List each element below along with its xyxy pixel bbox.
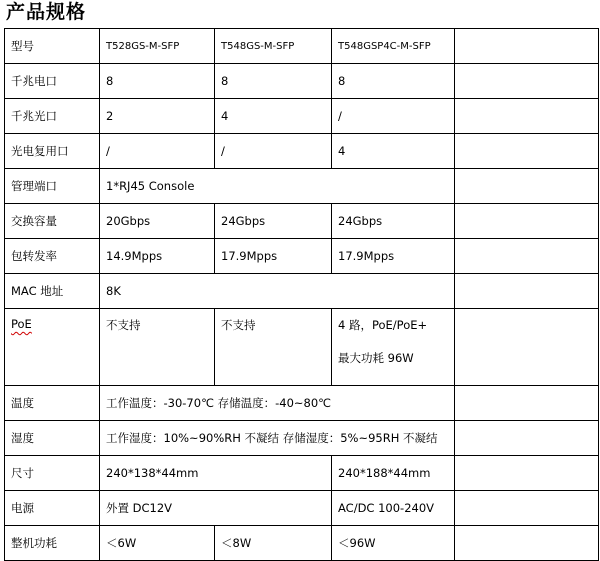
table-row-mgmt <box>5 169 599 204</box>
empty-cell <box>455 169 599 204</box>
value-cell: 8 <box>332 64 455 99</box>
value-cell: AC/DC 100-240V <box>332 491 455 526</box>
spec-table <box>4 28 599 561</box>
value-cell: 8 <box>215 64 332 99</box>
row-label: 千兆电口 <box>5 64 100 99</box>
row-label: 交换容量 <box>5 204 100 239</box>
table-row-ge-fiber <box>5 99 599 134</box>
value-cell: / <box>215 134 332 169</box>
empty-cell <box>455 386 599 421</box>
row-label: 尺寸 <box>5 456 100 491</box>
row-label <box>5 309 100 386</box>
table-row-switching <box>5 204 599 239</box>
value-cell: 不支持 <box>215 309 332 386</box>
model-cell: T548GS-M-SFP <box>215 29 332 64</box>
table-row-forwarding <box>5 239 599 274</box>
value-cell: ＜8W <box>215 526 332 561</box>
empty-cell <box>455 239 599 274</box>
row-label: 包转发率 <box>5 239 100 274</box>
table-row-mac <box>5 274 599 309</box>
table-row-model <box>5 29 599 64</box>
empty-cell <box>455 421 599 456</box>
poe-label: PoE <box>11 317 32 331</box>
poe-max-power-text: 最大功耗 96W <box>338 351 414 365</box>
empty-cell <box>455 526 599 561</box>
empty-cell <box>455 29 599 64</box>
value-cell: 工作温度：-30-70℃ 存储温度：-40~80℃ <box>100 386 455 421</box>
value-cell: 240*138*44mm <box>100 456 332 491</box>
value-cell: 工作湿度：10%~90%RH 不凝结 存储湿度：5%~95RH 不凝结 <box>100 421 455 456</box>
empty-cell <box>455 491 599 526</box>
value-cell: 24Gbps <box>215 204 332 239</box>
table-row-size <box>5 456 599 491</box>
row-label: 光电复用口 <box>5 134 100 169</box>
empty-cell <box>455 456 599 491</box>
value-cell: 不支持 <box>100 309 215 386</box>
page-title: 产品规格 <box>6 1 87 23</box>
value-cell: 外置 DC12V <box>100 491 332 526</box>
empty-cell <box>455 64 599 99</box>
value-cell: / <box>100 134 215 169</box>
empty-cell <box>455 204 599 239</box>
empty-cell <box>455 309 599 386</box>
table-row-ge-copper <box>5 64 599 99</box>
row-label: 整机功耗 <box>5 526 100 561</box>
value-cell <box>332 309 455 386</box>
value-cell: / <box>332 99 455 134</box>
row-label: 湿度 <box>5 421 100 456</box>
table-row-power <box>5 491 599 526</box>
value-cell: 4 <box>332 134 455 169</box>
value-cell: 8 <box>100 64 215 99</box>
poe-ports-text: 4 路，PoE/PoE+ <box>338 318 428 332</box>
row-label: 电源 <box>5 491 100 526</box>
table-row-poe <box>5 309 599 386</box>
value-cell: 20Gbps <box>100 204 215 239</box>
row-label: 温度 <box>5 386 100 421</box>
empty-cell <box>455 99 599 134</box>
table-row-temperature <box>5 386 599 421</box>
value-cell: 1*RJ45 Console <box>100 169 455 204</box>
value-cell: 8K <box>100 274 455 309</box>
table-row-humidity <box>5 421 599 456</box>
row-label: 型号 <box>5 29 100 64</box>
empty-cell <box>455 274 599 309</box>
value-cell: 17.9Mpps <box>215 239 332 274</box>
table-row-combo <box>5 134 599 169</box>
model-cell: T528GS-M-SFP <box>100 29 215 64</box>
value-cell: 2 <box>100 99 215 134</box>
row-label: 千兆光口 <box>5 99 100 134</box>
value-cell: 24Gbps <box>332 204 455 239</box>
value-cell: ＜6W <box>100 526 215 561</box>
row-label: MAC 地址 <box>5 274 100 309</box>
value-cell: 14.9Mpps <box>100 239 215 274</box>
value-cell: 17.9Mpps <box>332 239 455 274</box>
model-cell: T548GSP4C-M-SFP <box>332 29 455 64</box>
row-label: 管理端口 <box>5 169 100 204</box>
table-row-consumption <box>5 526 599 561</box>
value-cell: 4 <box>215 99 332 134</box>
empty-cell <box>455 134 599 169</box>
value-cell: 240*188*44mm <box>332 456 455 491</box>
value-cell: ＜96W <box>332 526 455 561</box>
